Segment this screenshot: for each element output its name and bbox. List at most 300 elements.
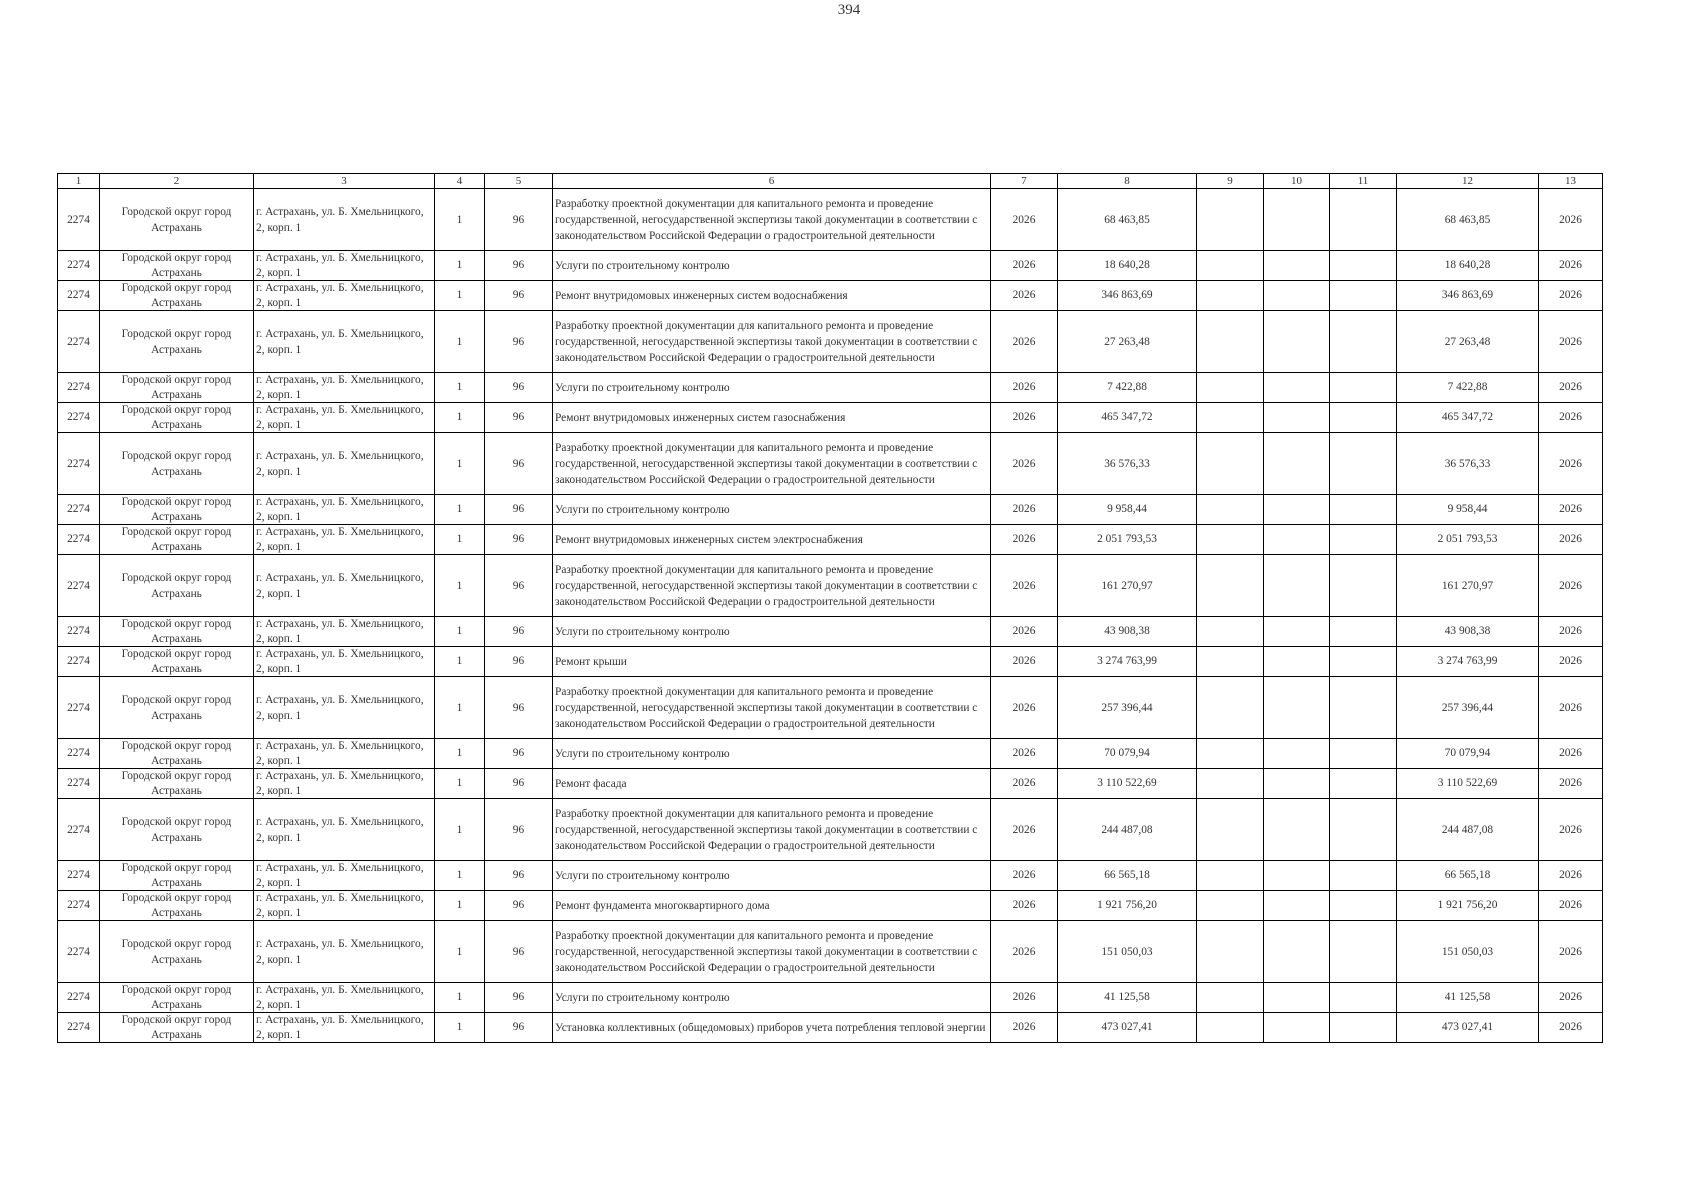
row-number-cell: 2274 [58, 495, 100, 525]
col-13-cell: 2026 [1539, 799, 1603, 861]
total-cost-cell: 244 487,08 [1058, 799, 1197, 861]
col-13-cell: 2026 [1539, 281, 1603, 311]
col-12-cell: 66 565,18 [1397, 861, 1539, 891]
col-4-cell: 1 [435, 281, 485, 311]
col-12-cell: 473 027,41 [1397, 1013, 1539, 1043]
year-cell: 2026 [991, 555, 1058, 617]
col-9-cell [1197, 891, 1264, 921]
col-10-cell [1264, 617, 1330, 647]
col-10-cell [1264, 861, 1330, 891]
col-5-cell: 96 [485, 525, 553, 555]
total-cost-cell: 41 125,58 [1058, 983, 1197, 1013]
work-type-cell: Услуги по строительному контролю [553, 373, 991, 403]
col-5-cell: 96 [485, 921, 553, 983]
col-10-cell [1264, 525, 1330, 555]
col-11-cell [1330, 495, 1397, 525]
total-cost-cell: 3 274 763,99 [1058, 647, 1197, 677]
col-11-cell [1330, 799, 1397, 861]
col-13-cell: 2026 [1539, 983, 1603, 1013]
total-cost-cell: 9 958,44 [1058, 495, 1197, 525]
address-cell: г. Астрахань, ул. Б. Хмельницкого, 2, корп. 1 [254, 525, 435, 555]
work-type-cell: Ремонт внутридомовых инженерных систем газоснабжения [553, 403, 991, 433]
table-row [58, 189, 1603, 251]
col-9-cell [1197, 373, 1264, 403]
total-cost-cell: 43 908,38 [1058, 617, 1197, 647]
work-type-cell: Разработку проектной документации для капитального ремонта и проведение государственной, негосударственной экспертизы такой документации в соответствии с законодательством Российской Федерации о градостроительной деятельности [553, 555, 991, 617]
address-cell: г. Астрахань, ул. Б. Хмельницкого, 2, корп. 1 [254, 861, 435, 891]
col-12-cell: 3 274 763,99 [1397, 647, 1539, 677]
municipality-cell: Городской округ город Астрахань [100, 921, 254, 983]
total-cost-cell: 465 347,72 [1058, 403, 1197, 433]
municipality-cell: Городской округ город Астрахань [100, 189, 254, 251]
year-cell: 2026 [991, 739, 1058, 769]
year-cell: 2026 [991, 189, 1058, 251]
col-4-cell: 1 [435, 617, 485, 647]
year-cell: 2026 [991, 525, 1058, 555]
table-row [58, 769, 1603, 799]
col-5-cell: 96 [485, 647, 553, 677]
work-type-cell: Ремонт крыши [553, 647, 991, 677]
year-cell: 2026 [991, 433, 1058, 495]
work-type-cell: Ремонт фундамента многоквартирного дома [553, 891, 991, 921]
col-9-cell [1197, 861, 1264, 891]
row-number-cell: 2274 [58, 677, 100, 739]
col-13-cell: 2026 [1539, 373, 1603, 403]
table-row [58, 799, 1603, 861]
total-cost-cell: 7 422,88 [1058, 373, 1197, 403]
col-10-cell [1264, 403, 1330, 433]
col-9-cell [1197, 311, 1264, 373]
total-cost-cell: 151 050,03 [1058, 921, 1197, 983]
col-9-cell [1197, 433, 1264, 495]
year-cell: 2026 [991, 495, 1058, 525]
col-12-cell: 465 347,72 [1397, 403, 1539, 433]
col-10-cell [1264, 495, 1330, 525]
col-10-cell [1264, 311, 1330, 373]
municipality-cell: Городской округ город Астрахань [100, 495, 254, 525]
table-row [58, 921, 1603, 983]
col-13-cell: 2026 [1539, 555, 1603, 617]
municipality-cell: Городской округ город Астрахань [100, 525, 254, 555]
table-row [58, 251, 1603, 281]
col-9-cell [1197, 281, 1264, 311]
col-11-cell [1330, 433, 1397, 495]
year-cell: 2026 [991, 861, 1058, 891]
year-cell: 2026 [991, 891, 1058, 921]
address-cell: г. Астрахань, ул. Б. Хмельницкого, 2, корп. 1 [254, 769, 435, 799]
column-number: 5 [485, 174, 553, 189]
municipality-cell: Городской округ город Астрахань [100, 799, 254, 861]
col-5-cell: 96 [485, 983, 553, 1013]
col-12-cell: 161 270,97 [1397, 555, 1539, 617]
col-10-cell [1264, 647, 1330, 677]
municipality-cell: Городской округ город Астрахань [100, 311, 254, 373]
col-4-cell: 1 [435, 891, 485, 921]
col-5-cell: 96 [485, 189, 553, 251]
col-9-cell [1197, 799, 1264, 861]
col-10-cell [1264, 799, 1330, 861]
col-5-cell: 96 [485, 495, 553, 525]
col-10-cell [1264, 189, 1330, 251]
col-13-cell: 2026 [1539, 617, 1603, 647]
col-4-cell: 1 [435, 373, 485, 403]
table-row [58, 403, 1603, 433]
address-cell: г. Астрахань, ул. Б. Хмельницкого, 2, корп. 1 [254, 189, 435, 251]
row-number-cell: 2274 [58, 861, 100, 891]
row-number-cell: 2274 [58, 739, 100, 769]
column-number: 11 [1330, 174, 1397, 189]
col-4-cell: 1 [435, 311, 485, 373]
col-11-cell [1330, 373, 1397, 403]
col-9-cell [1197, 555, 1264, 617]
col-11-cell [1330, 403, 1397, 433]
address-cell: г. Астрахань, ул. Б. Хмельницкого, 2, корп. 1 [254, 311, 435, 373]
col-4-cell: 1 [435, 555, 485, 617]
row-number-cell: 2274 [58, 281, 100, 311]
col-4-cell: 1 [435, 861, 485, 891]
col-13-cell: 2026 [1539, 921, 1603, 983]
row-number-cell: 2274 [58, 983, 100, 1013]
municipality-cell: Городской округ город Астрахань [100, 739, 254, 769]
col-12-cell: 2 051 793,53 [1397, 525, 1539, 555]
col-4-cell: 1 [435, 1013, 485, 1043]
total-cost-cell: 27 263,48 [1058, 311, 1197, 373]
col-9-cell [1197, 921, 1264, 983]
row-number-cell: 2274 [58, 311, 100, 373]
col-5-cell: 96 [485, 739, 553, 769]
col-13-cell: 2026 [1539, 891, 1603, 921]
col-13-cell: 2026 [1539, 251, 1603, 281]
work-type-cell: Услуги по строительному контролю [553, 617, 991, 647]
table-row [58, 373, 1603, 403]
col-13-cell: 2026 [1539, 433, 1603, 495]
year-cell: 2026 [991, 769, 1058, 799]
col-12-cell: 18 640,28 [1397, 251, 1539, 281]
repair-register-table [57, 173, 1603, 1043]
row-number-cell: 2274 [58, 769, 100, 799]
municipality-cell: Городской округ город Астрахань [100, 891, 254, 921]
col-12-cell: 70 079,94 [1397, 739, 1539, 769]
total-cost-cell: 161 270,97 [1058, 555, 1197, 617]
col-10-cell [1264, 1013, 1330, 1043]
year-cell: 2026 [991, 373, 1058, 403]
col-9-cell [1197, 739, 1264, 769]
col-5-cell: 96 [485, 555, 553, 617]
col-5-cell: 96 [485, 677, 553, 739]
year-cell: 2026 [991, 251, 1058, 281]
col-12-cell: 36 576,33 [1397, 433, 1539, 495]
total-cost-cell: 18 640,28 [1058, 251, 1197, 281]
col-9-cell [1197, 525, 1264, 555]
col-12-cell: 257 396,44 [1397, 677, 1539, 739]
col-12-cell: 43 908,38 [1397, 617, 1539, 647]
work-type-cell: Разработку проектной документации для капитального ремонта и проведение государственной, негосударственной экспертизы такой документации в соответствии с законодательством Российской Федерации о градостроительной деятельности [553, 433, 991, 495]
col-4-cell: 1 [435, 525, 485, 555]
row-number-cell: 2274 [58, 555, 100, 617]
address-cell: г. Астрахань, ул. Б. Хмельницкого, 2, корп. 1 [254, 281, 435, 311]
work-type-cell: Услуги по строительному контролю [553, 739, 991, 769]
work-type-cell: Услуги по строительному контролю [553, 861, 991, 891]
work-type-cell: Установка коллективных (общедомовых) приборов учета потребления тепловой энергии [553, 1013, 991, 1043]
column-number: 13 [1539, 174, 1603, 189]
column-number: 8 [1058, 174, 1197, 189]
total-cost-cell: 473 027,41 [1058, 1013, 1197, 1043]
address-cell: г. Астрахань, ул. Б. Хмельницкого, 2, корп. 1 [254, 1013, 435, 1043]
year-cell: 2026 [991, 1013, 1058, 1043]
col-5-cell: 96 [485, 403, 553, 433]
col-11-cell [1330, 861, 1397, 891]
total-cost-cell: 66 565,18 [1058, 861, 1197, 891]
year-cell: 2026 [991, 647, 1058, 677]
col-11-cell [1330, 677, 1397, 739]
col-11-cell [1330, 311, 1397, 373]
table-row [58, 555, 1603, 617]
total-cost-cell: 257 396,44 [1058, 677, 1197, 739]
address-cell: г. Астрахань, ул. Б. Хмельницкого, 2, корп. 1 [254, 677, 435, 739]
column-number: 7 [991, 174, 1058, 189]
col-5-cell: 96 [485, 799, 553, 861]
total-cost-cell: 346 863,69 [1058, 281, 1197, 311]
year-cell: 2026 [991, 403, 1058, 433]
address-cell: г. Астрахань, ул. Б. Хмельницкого, 2, корп. 1 [254, 739, 435, 769]
col-5-cell: 96 [485, 891, 553, 921]
col-11-cell [1330, 555, 1397, 617]
work-type-cell: Услуги по строительному контролю [553, 983, 991, 1013]
col-10-cell [1264, 281, 1330, 311]
table-row [58, 861, 1603, 891]
col-11-cell [1330, 617, 1397, 647]
address-cell: г. Астрахань, ул. Б. Хмельницкого, 2, корп. 1 [254, 983, 435, 1013]
col-4-cell: 1 [435, 769, 485, 799]
year-cell: 2026 [991, 677, 1058, 739]
col-4-cell: 1 [435, 677, 485, 739]
address-cell: г. Астрахань, ул. Б. Хмельницкого, 2, корп. 1 [254, 555, 435, 617]
table-row [58, 525, 1603, 555]
col-11-cell [1330, 281, 1397, 311]
col-10-cell [1264, 891, 1330, 921]
col-5-cell: 96 [485, 1013, 553, 1043]
col-4-cell: 1 [435, 495, 485, 525]
year-cell: 2026 [991, 311, 1058, 373]
col-11-cell [1330, 525, 1397, 555]
table-row [58, 891, 1603, 921]
col-10-cell [1264, 433, 1330, 495]
address-cell: г. Астрахань, ул. Б. Хмельницкого, 2, корп. 1 [254, 403, 435, 433]
col-11-cell [1330, 647, 1397, 677]
table-row [58, 1013, 1603, 1043]
year-cell: 2026 [991, 921, 1058, 983]
municipality-cell: Городской округ город Астрахань [100, 861, 254, 891]
row-number-cell: 2274 [58, 617, 100, 647]
col-9-cell [1197, 189, 1264, 251]
col-11-cell [1330, 1013, 1397, 1043]
column-number-row [58, 174, 1603, 189]
column-number: 3 [254, 174, 435, 189]
table-body [58, 174, 1603, 1043]
col-5-cell: 96 [485, 617, 553, 647]
col-12-cell: 346 863,69 [1397, 281, 1539, 311]
row-number-cell: 2274 [58, 891, 100, 921]
table-row [58, 433, 1603, 495]
work-type-cell: Ремонт внутридомовых инженерных систем электроснабжения [553, 525, 991, 555]
municipality-cell: Городской округ город Астрахань [100, 555, 254, 617]
col-5-cell: 96 [485, 281, 553, 311]
col-5-cell: 96 [485, 861, 553, 891]
work-type-cell: Ремонт фасада [553, 769, 991, 799]
total-cost-cell: 3 110 522,69 [1058, 769, 1197, 799]
column-number: 2 [100, 174, 254, 189]
col-12-cell: 27 263,48 [1397, 311, 1539, 373]
col-10-cell [1264, 251, 1330, 281]
total-cost-cell: 68 463,85 [1058, 189, 1197, 251]
col-4-cell: 1 [435, 647, 485, 677]
row-number-cell: 2274 [58, 799, 100, 861]
municipality-cell: Городской округ город Астрахань [100, 983, 254, 1013]
column-number: 6 [553, 174, 991, 189]
row-number-cell: 2274 [58, 647, 100, 677]
municipality-cell: Городской округ город Астрахань [100, 1013, 254, 1043]
col-10-cell [1264, 921, 1330, 983]
address-cell: г. Астрахань, ул. Б. Хмельницкого, 2, корп. 1 [254, 647, 435, 677]
municipality-cell: Городской округ город Астрахань [100, 403, 254, 433]
row-number-cell: 2274 [58, 373, 100, 403]
col-11-cell [1330, 739, 1397, 769]
total-cost-cell: 36 576,33 [1058, 433, 1197, 495]
work-type-cell: Разработку проектной документации для капитального ремонта и проведение государственной, негосударственной экспертизы такой документации в соответствии с законодательством Российской Федерации о градостроительной деятельности [553, 677, 991, 739]
col-12-cell: 7 422,88 [1397, 373, 1539, 403]
col-9-cell [1197, 677, 1264, 739]
row-number-cell: 2274 [58, 251, 100, 281]
col-12-cell: 3 110 522,69 [1397, 769, 1539, 799]
table-row [58, 677, 1603, 739]
col-9-cell [1197, 769, 1264, 799]
col-4-cell: 1 [435, 983, 485, 1013]
col-9-cell [1197, 1013, 1264, 1043]
table-row [58, 983, 1603, 1013]
col-9-cell [1197, 495, 1264, 525]
col-5-cell: 96 [485, 251, 553, 281]
table-row [58, 311, 1603, 373]
col-5-cell: 96 [485, 373, 553, 403]
col-9-cell [1197, 647, 1264, 677]
col-13-cell: 2026 [1539, 403, 1603, 433]
table-row [58, 647, 1603, 677]
municipality-cell: Городской округ город Астрахань [100, 251, 254, 281]
municipality-cell: Городской округ город Астрахань [100, 677, 254, 739]
col-12-cell: 9 958,44 [1397, 495, 1539, 525]
row-number-cell: 2274 [58, 1013, 100, 1043]
col-13-cell: 2026 [1539, 739, 1603, 769]
col-11-cell [1330, 251, 1397, 281]
column-number: 9 [1197, 174, 1264, 189]
work-type-cell: Разработку проектной документации для капитального ремонта и проведение государственной, негосударственной экспертизы такой документации в соответствии с законодательством Российской Федерации о градостроительной деятельности [553, 311, 991, 373]
col-10-cell [1264, 983, 1330, 1013]
col-5-cell: 96 [485, 433, 553, 495]
col-5-cell: 96 [485, 769, 553, 799]
year-cell: 2026 [991, 281, 1058, 311]
col-12-cell: 41 125,58 [1397, 983, 1539, 1013]
col-13-cell: 2026 [1539, 1013, 1603, 1043]
total-cost-cell: 1 921 756,20 [1058, 891, 1197, 921]
col-9-cell [1197, 617, 1264, 647]
page-number: 394 [837, 2, 861, 18]
col-4-cell: 1 [435, 921, 485, 983]
address-cell: г. Астрахань, ул. Б. Хмельницкого, 2, корп. 1 [254, 891, 435, 921]
col-4-cell: 1 [435, 739, 485, 769]
col-12-cell: 151 050,03 [1397, 921, 1539, 983]
address-cell: г. Астрахань, ул. Б. Хмельницкого, 2, корп. 1 [254, 495, 435, 525]
year-cell: 2026 [991, 617, 1058, 647]
row-number-cell: 2274 [58, 433, 100, 495]
col-10-cell [1264, 769, 1330, 799]
address-cell: г. Астрахань, ул. Б. Хмельницкого, 2, корп. 1 [254, 799, 435, 861]
address-cell: г. Астрахань, ул. Б. Хмельницкого, 2, корп. 1 [254, 251, 435, 281]
work-type-cell: Ремонт внутридомовых инженерных систем водоснабжения [553, 281, 991, 311]
table-row [58, 617, 1603, 647]
column-number: 12 [1397, 174, 1539, 189]
municipality-cell: Городской округ город Астрахань [100, 281, 254, 311]
column-number: 4 [435, 174, 485, 189]
col-13-cell: 2026 [1539, 861, 1603, 891]
col-10-cell [1264, 555, 1330, 617]
col-10-cell [1264, 373, 1330, 403]
address-cell: г. Астрахань, ул. Б. Хмельницкого, 2, корп. 1 [254, 921, 435, 983]
table-row [58, 281, 1603, 311]
municipality-cell: Городской округ город Астрахань [100, 433, 254, 495]
work-type-cell: Разработку проектной документации для капитального ремонта и проведение государственной, негосударственной экспертизы такой документации в соответствии с законодательством Российской Федерации о градостроительной деятельности [553, 799, 991, 861]
row-number-cell: 2274 [58, 403, 100, 433]
municipality-cell: Городской округ город Астрахань [100, 769, 254, 799]
col-9-cell [1197, 983, 1264, 1013]
col-10-cell [1264, 739, 1330, 769]
col-5-cell: 96 [485, 311, 553, 373]
row-number-cell: 2274 [58, 189, 100, 251]
col-4-cell: 1 [435, 799, 485, 861]
col-11-cell [1330, 189, 1397, 251]
column-number: 1 [58, 174, 100, 189]
row-number-cell: 2274 [58, 525, 100, 555]
col-11-cell [1330, 983, 1397, 1013]
col-11-cell [1330, 891, 1397, 921]
work-type-cell: Разработку проектной документации для капитального ремонта и проведение государственной, негосударственной экспертизы такой документации в соответствии с законодательством Российской Федерации о градостроительной деятельности [553, 921, 991, 983]
col-13-cell: 2026 [1539, 769, 1603, 799]
col-13-cell: 2026 [1539, 311, 1603, 373]
col-11-cell [1330, 769, 1397, 799]
col-13-cell: 2026 [1539, 677, 1603, 739]
col-9-cell [1197, 251, 1264, 281]
address-cell: г. Астрахань, ул. Б. Хмельницкого, 2, корп. 1 [254, 433, 435, 495]
address-cell: г. Астрахань, ул. Б. Хмельницкого, 2, корп. 1 [254, 617, 435, 647]
col-4-cell: 1 [435, 403, 485, 433]
col-13-cell: 2026 [1539, 495, 1603, 525]
work-type-cell: Услуги по строительному контролю [553, 251, 991, 281]
col-13-cell: 2026 [1539, 647, 1603, 677]
col-12-cell: 1 921 756,20 [1397, 891, 1539, 921]
year-cell: 2026 [991, 983, 1058, 1013]
address-cell: г. Астрахань, ул. Б. Хмельницкого, 2, корп. 1 [254, 373, 435, 403]
col-4-cell: 1 [435, 433, 485, 495]
row-number-cell: 2274 [58, 921, 100, 983]
col-9-cell [1197, 403, 1264, 433]
total-cost-cell: 70 079,94 [1058, 739, 1197, 769]
col-4-cell: 1 [435, 189, 485, 251]
municipality-cell: Городской округ город Астрахань [100, 373, 254, 403]
work-type-cell: Разработку проектной документации для капитального ремонта и проведение государственной, негосударственной экспертизы такой документации в соответствии с законодательством Российской Федерации о градостроительной деятельности [553, 189, 991, 251]
table-row [58, 495, 1603, 525]
municipality-cell: Городской округ город Астрахань [100, 647, 254, 677]
col-12-cell: 244 487,08 [1397, 799, 1539, 861]
work-type-cell: Услуги по строительному контролю [553, 495, 991, 525]
